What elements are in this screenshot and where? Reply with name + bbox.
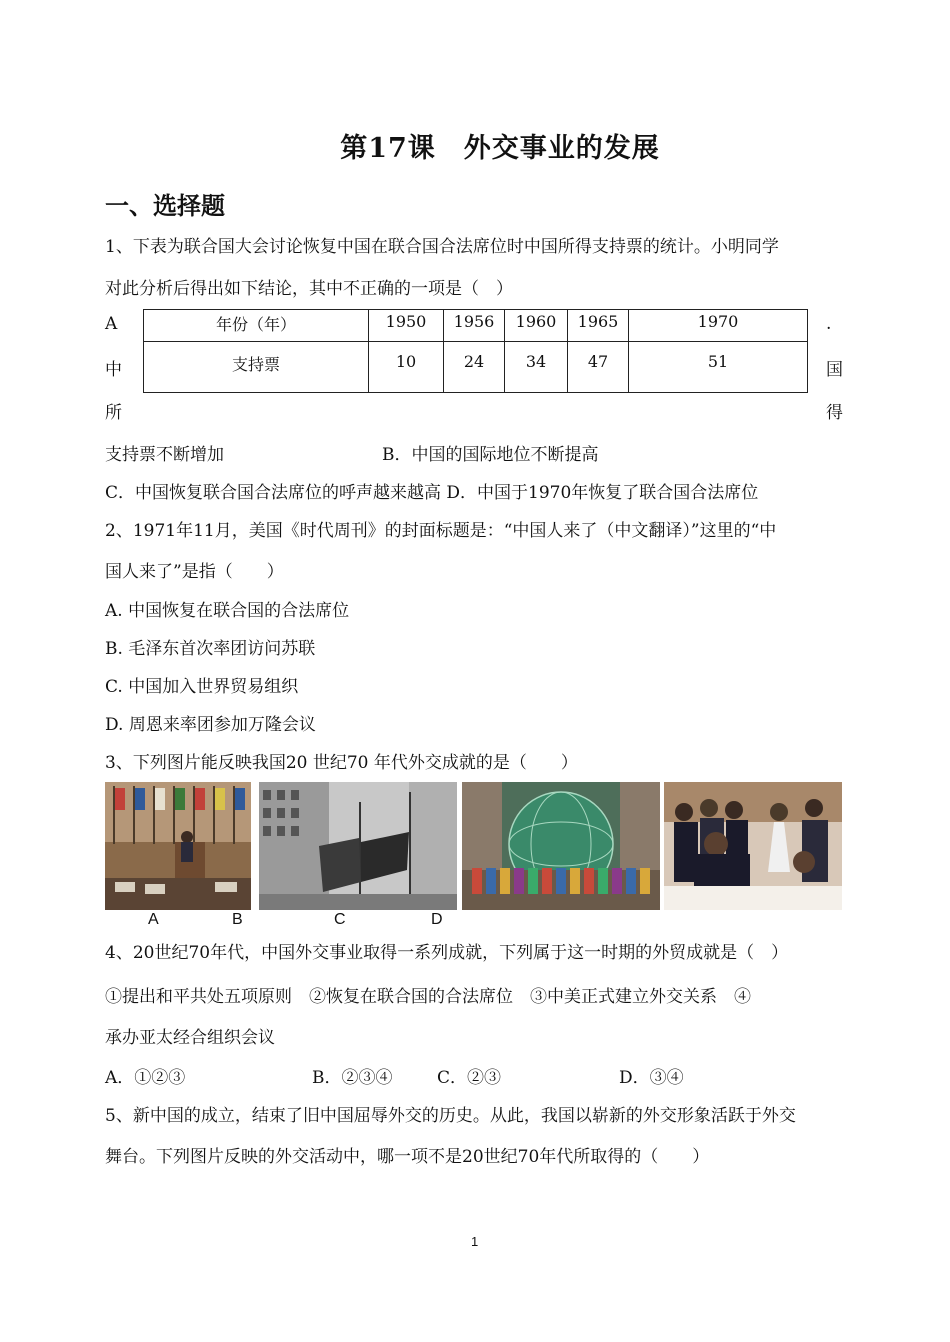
q2-option-a: A. 中国恢复在联合国的合法席位 xyxy=(105,601,350,621)
q1-options-cd: C．中国恢复联合国合法席位的呼声越来越高 D．中国于1970年恢复了联合国合法席位 xyxy=(105,483,759,503)
q5-line2: 舞台。下列图片反映的外交活动中，哪一项不是20世纪70年代所取得的（ ） xyxy=(105,1147,710,1167)
q1-line1: 1、下表为联合国大会讨论恢复中国在联合国合法席位时中国所得支持票的统计。小明同学 xyxy=(105,237,779,257)
q4-line3: 承办亚太经合组织会议 xyxy=(105,1028,275,1048)
table-cell: 34 xyxy=(505,342,568,393)
q4-option-d: D．③④ xyxy=(619,1068,684,1088)
q1-option-a-cont: 支持票不断增加 xyxy=(105,445,224,465)
photo-apec-dome xyxy=(462,782,660,910)
q2-option-d: D. 周恩来率团参加万隆会议 xyxy=(105,715,316,735)
wrap-left-3: 所 xyxy=(105,403,122,423)
table-header-cell: 1965 xyxy=(568,310,629,342)
q1-line2: 对此分析后得出如下结论，其中不正确的一项是（ ） xyxy=(105,279,513,299)
photo-label-c: C xyxy=(334,911,346,928)
table-cell: 支持票 xyxy=(144,342,369,393)
q2-line1: 2、1971年11月，美国《时代周刊》的封面标题是：“中国人来了（中文翻译）”这里的“中 xyxy=(105,521,777,541)
table-cell: 47 xyxy=(568,342,629,393)
photo-signing-ceremony xyxy=(664,782,842,910)
page-number: 1 xyxy=(471,1234,479,1249)
table-header-cell: 1950 xyxy=(369,310,444,342)
q4-line1: 4、20世纪70年代，中国外交事业取得一系列成就，下列属于这一时期的外贸成就是（ ） xyxy=(105,943,789,963)
q4-option-a: A．①②③ xyxy=(105,1068,186,1088)
q4-option-b: B．②③④ xyxy=(312,1068,393,1088)
wrap-right-2: 国 xyxy=(826,360,843,380)
q2-option-c: C. 中国加入世界贸易组织 xyxy=(105,677,299,697)
section-heading: 一、选择题 xyxy=(105,191,225,220)
page-title: 第17课 外交事业的发展 xyxy=(340,133,660,164)
q2-line2: 国人来了”是指（ ） xyxy=(105,562,284,582)
votes-table xyxy=(143,309,808,393)
table-cell: 51 xyxy=(629,342,808,393)
q5-line1: 5、新中国的成立，结束了旧中国屈辱外交的历史。从此，我国以崭新的外交形象活跃于外交 xyxy=(105,1106,796,1126)
q1-option-b: B．中国的国际地位不断提高 xyxy=(382,445,599,465)
wrap-left-1: A xyxy=(105,314,118,334)
table-row xyxy=(144,342,808,393)
table-cell: 10 xyxy=(369,342,444,393)
photo-label-a: A xyxy=(148,911,159,928)
photo-label-b: B xyxy=(232,911,243,928)
q4-option-c: C．②③ xyxy=(437,1068,502,1088)
table-row xyxy=(144,310,808,342)
photo-label-d: D xyxy=(431,911,443,928)
wrap-right-1: . xyxy=(826,314,832,334)
table-header-cell: 1970 xyxy=(629,310,808,342)
photo-un-assembly xyxy=(105,782,251,910)
wrap-left-2: 中 xyxy=(105,360,122,380)
q4-line2: ①提出和平共处五项原则 ②恢复在联合国的合法席位 ③中美正式建立外交关系 ④ xyxy=(105,987,751,1007)
wrap-right-3: 得 xyxy=(826,403,843,423)
table-header-cell: 年份（年） xyxy=(144,310,369,342)
table-cell: 24 xyxy=(444,342,505,393)
table-header-cell: 1960 xyxy=(505,310,568,342)
photo-flags xyxy=(259,782,457,910)
q3-line1: 3、下列图片能反映我国20 世纪70 年代外交成就的是（ ） xyxy=(105,753,578,773)
table-header-cell: 1956 xyxy=(444,310,505,342)
q2-option-b: B. 毛泽东首次率团访问苏联 xyxy=(105,639,316,659)
